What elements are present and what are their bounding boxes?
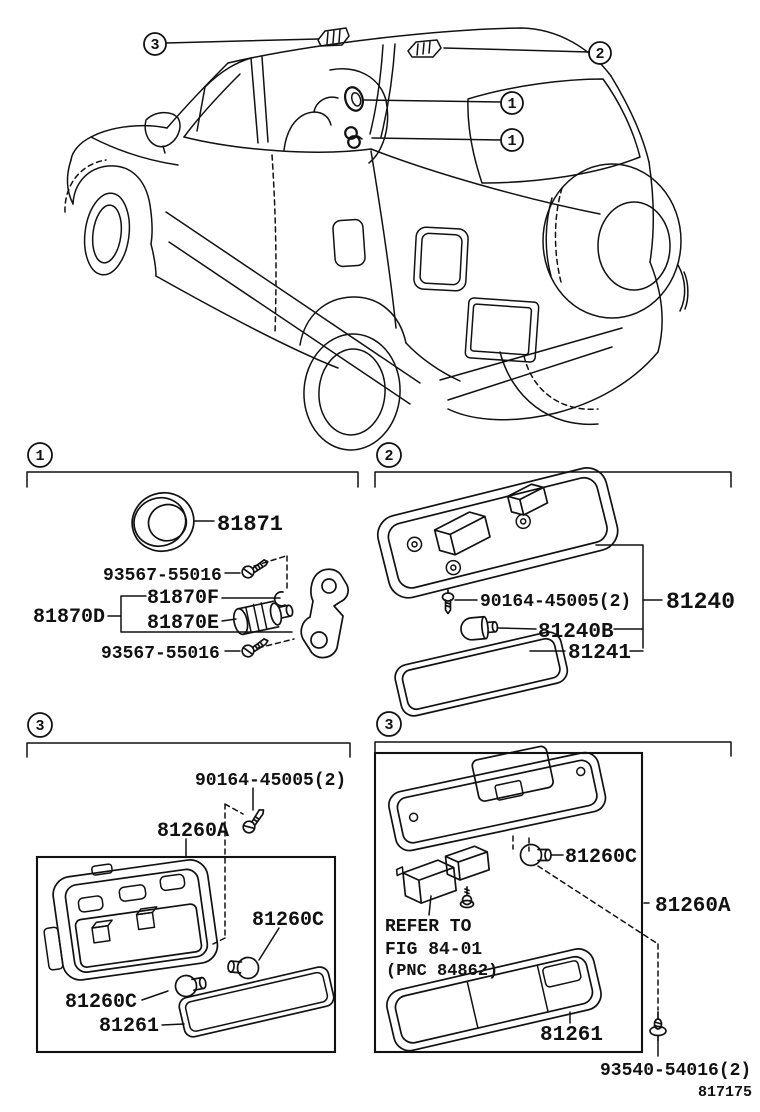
refer-note-line3: (PNC 84862) (386, 962, 499, 981)
section-3-left-interior-lamp (27, 713, 350, 1052)
figure-code: 817175 (698, 1084, 753, 1101)
screw-s3l-drawing (240, 808, 269, 835)
bulb-81240B-drawing (460, 616, 498, 641)
part-label-81870D: 81870D (33, 606, 106, 629)
section-1-bracket (27, 472, 358, 487)
screw-bottom-drawing (240, 638, 270, 658)
section-3-right-interior-lamp (375, 712, 751, 1081)
part-label-81260C-right: 81260C (252, 909, 325, 932)
part-label-90164-45005-s3: 90164-45005(2) (195, 771, 347, 791)
callout-number-2: 2 (595, 46, 605, 63)
dome-lamp-housing-drawing (374, 464, 622, 602)
part-label-81240B: 81240B (538, 621, 614, 644)
roof-lamp-rear (408, 40, 441, 57)
connector-screw-drawing (461, 887, 474, 908)
interior-lamp-housing-drawing (36, 851, 220, 985)
callout-roof-front (144, 33, 318, 55)
refer-note-line2: FIG 84-01 (385, 940, 483, 960)
section-3-left-box (37, 857, 335, 1052)
quarter-trim-ring-part (342, 85, 366, 113)
lens-81261-left-drawing (177, 965, 335, 1038)
part-label-81261-left: 81261 (99, 1015, 160, 1038)
bulb-s3r-drawing (521, 845, 552, 866)
switch-bracket-drawing (275, 569, 349, 657)
bulb-socket-81870E-drawing (231, 597, 295, 636)
section-2-number: 2 (384, 448, 394, 465)
section-3-left-number: 3 (35, 718, 45, 735)
part-label-93567-55016-top: 93567-55016 (103, 566, 222, 586)
part-label-81870E: 81870E (147, 612, 220, 635)
part-label-93567-55016-bottom: 93567-55016 (101, 644, 220, 664)
section-3-left-bracket (27, 743, 350, 757)
connector-switch-drawing (395, 845, 492, 905)
rear-right-wheel (500, 352, 598, 424)
callout-number-1b: 1 (507, 133, 517, 150)
callout-number-1a: 1 (507, 96, 517, 113)
part-label-81241: 81241 (568, 642, 632, 665)
screw-90164-drawing (443, 590, 454, 614)
section-2-dome-lamp (374, 443, 735, 718)
part-label-81871: 81871 (217, 512, 284, 537)
callout-number-3: 3 (150, 37, 160, 54)
part-label-81870F: 81870F (147, 587, 220, 610)
callout-quarter-lower (372, 129, 523, 151)
tail-lamp (413, 227, 468, 292)
part-label-81260C-left: 81260C (65, 991, 138, 1014)
part-label-81260A-right: 81260A (655, 895, 731, 918)
callout-roof-rear (444, 42, 611, 64)
ring-81871-drawing (125, 485, 202, 559)
license-plate-recess (465, 298, 539, 363)
section-1-number: 1 (35, 448, 45, 465)
bulb-s3l-right-drawing (227, 956, 259, 980)
part-label-81261-right: 81261 (540, 1024, 604, 1047)
quarter-trim-grommet-part (345, 127, 362, 148)
part-label-90164-45005: 90164-45005(2) (480, 592, 632, 612)
part-label-93540-54016: 93540-54016(2) (600, 1061, 752, 1081)
vehicle-illustration (65, 28, 688, 453)
tapping-screw-drawing (650, 1012, 666, 1041)
part-label-81240: 81240 (666, 589, 736, 615)
front-wheel (80, 191, 134, 278)
rear-left-wheel (300, 331, 404, 453)
section-1-spot-lamp (27, 443, 358, 664)
fuel-door (332, 219, 365, 267)
part-label-81260C-s3r: 81260C (565, 846, 638, 869)
part-label-81260A-left: 81260A (157, 820, 230, 843)
refer-note-line1: REFER TO (385, 917, 472, 937)
spare-tire (543, 164, 688, 318)
section-3-right-number: 3 (384, 717, 394, 734)
